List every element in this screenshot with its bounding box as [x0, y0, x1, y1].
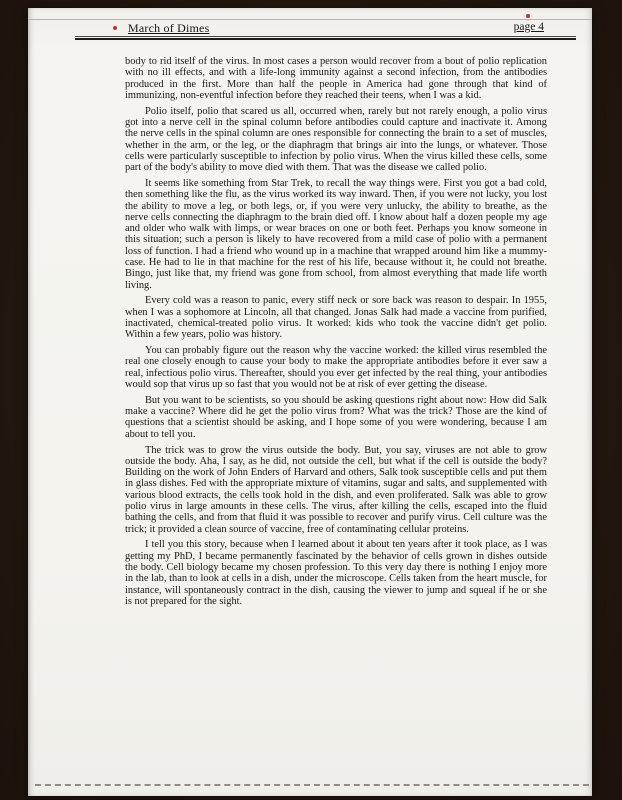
header-rule-thin [75, 36, 576, 37]
header-page-number: page 4 [513, 21, 544, 33]
perforation-line [35, 784, 589, 786]
paragraph: Every cold was a reason to panic, every stiff neck or sore back was reason to despair. In 1955, when I was a sophomore at Lincoln, all that changed. Jonas Salk had made a vaccine from purified, inactivated, chemical-treated polio virus. It worked: kids who took the vaccine didn't get polio. Within a few years, polio was history. [125, 295, 547, 341]
page-header [28, 21, 592, 37]
scan-artifact-line [28, 19, 592, 20]
paragraph: Polio itself, polio that scared us all, occurred when, rarely but not rarely enough, a polio virus got into a nerve cell in the spinal column before antibodies could capture and inactivate it. Among the nerve cells in the spinal column are ones responsible for connecting the brain to a set of muscles, whether in the arm, or the leg, or the diaphragm that brings air into the lungs, or whatever. Those cells were particularly susceptible to infection by polio virus. When the virus killed these cells, some part of the body's ability to move died with them. That was the disease we called polio. [125, 105, 547, 174]
header-rule-thick [75, 38, 576, 40]
paragraph: body to rid itself of the virus. In most cases a person would recover from a bout of polio replication with no ill effects, and with a life-long immunity against a second infection, from the antibodies produced in the first. More than half the people in America had gone through that kind of immunizing, non-eventful infection before they reached their teens, when I was a kid. [125, 56, 547, 101]
red-ink-mark [526, 14, 530, 18]
paragraph: But you want to be scientists, so you should be asking questions right about now: How did Salk make a vaccine? Where did he get the polio virus from? What was the trick? Those are the kind of questions that a scientist should be asking, and I hope some of you were wondering, because I am about to tell you. [125, 394, 547, 440]
header-title: March of Dimes [128, 21, 210, 35]
document-body [125, 56, 547, 612]
paragraph: It seems like something from Star Trek, to recall the way things were. First you got a bad cold, then something like the flu, as the virus worked its way inward. Then, if you were not lucky, you lost the ability to move a leg, or both legs, or, if you were very unlucky, the ability to breathe, as the nerve cells connecting the diaphragm to the brain died off. I know about half a dozen people my age and older who walk with limps, or wear braces on one or both feet. Perhaps you know someone in this situation; such a person is likely to have recovered from a mild case of polio with a permanent loss of function. I had a friend who wound up in a machine that wrapped around him like a mummy-case. He had to lie in that machine for the rest of his life, because without it, he could not breathe. Bingo, just like that, my friend was gone from school, from almost everything that made life worth living. [125, 177, 547, 291]
paragraph: I tell you this story, because when I learned about it about ten years after it took place, as I was getting my PhD, I became permanently fascinated by the behavior of cells grown in dishes outside the body. Cell biology became my chosen profession. To this very day there is nothing I enjoy more in the lab, than to look at cells in a dish, under the microscope. Cells taken from the heart muscle, for instance, will spontaneously contract in the dish, causing the viewer to jump and squeal if he or she is not prepared for the sight. [125, 539, 547, 607]
scanned-document-page [28, 8, 592, 796]
paragraph: The trick was to grow the virus outside the body. But, you say, viruses are not able to grow outside the body. Aha, I say, as he did, not outside the cell, but what if the cell is outside the body? Building on the work of John Enders of Harvard and others, Salk took susceptible cells and put them in glass dishes. Fed with the appropriate mixture of vitamins, sugar and salts, and supplemented with various blood extracts, the cells took hold in the dish, and even proliferated. Salk was able to grow polio virus in large amounts in these cells. The virus, after killing the cells, escaped into the fluid bathing the cells, and from that fluid it was possible to recover and purify virus. Cell culture was the trick; it provided a clean source of vaccine, free of contaminating cellular proteins. [125, 444, 547, 535]
paragraph: You can probably figure out the reason why the vaccine worked: the killed virus resembled the real one closely enough to cause your body to make the appropriate antibodies before it ever saw a real, infectious polio virus. Thereafter, should you ever get infected by the real thing, your antibodies would sop that virus up so fast that you would not be at risk of ever getting the disease. [125, 345, 547, 391]
